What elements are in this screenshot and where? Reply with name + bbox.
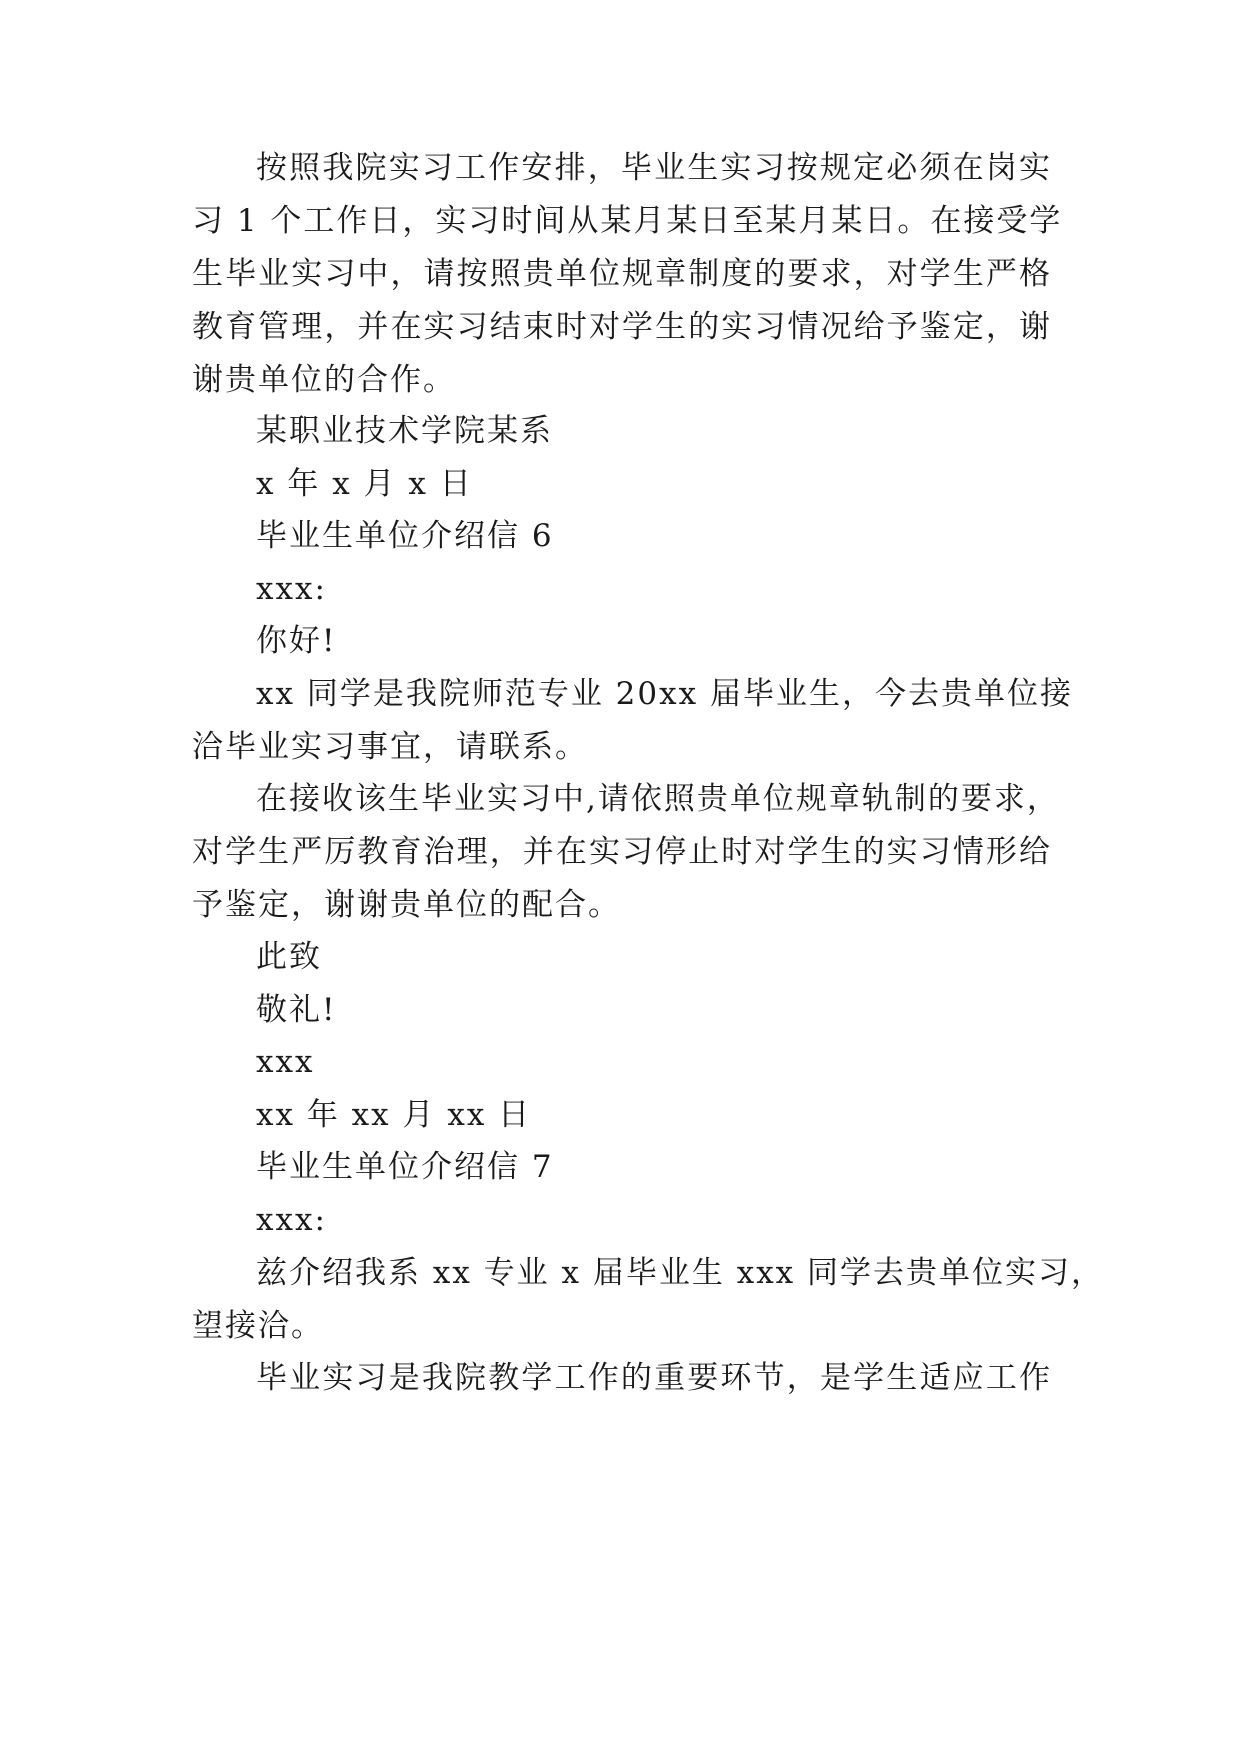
letter-6-salutation: xxx: <box>256 571 327 607</box>
letter-6-closing-2: 敬礼! <box>256 992 337 1028</box>
letter-6-sender: xxx <box>256 1044 315 1080</box>
letter-6-title: 毕业生单位介绍信 6 <box>256 518 554 554</box>
letter-6-para-2-line-3: 予鉴定，谢谢贵单位的配合。 <box>192 887 621 923</box>
letter-7-para-2-line-1: 毕业实习是我院教学工作的重要环节，是学生适应工作 <box>256 1360 1052 1396</box>
letter-6-closing-1: 此致 <box>256 939 322 975</box>
letter-6-para-2-line-2: 对学生严厉教育治理，并在实习停止时对学生的实习情形给 <box>192 834 1052 870</box>
letter-7-para-1-line-2: 望接洽。 <box>192 1308 324 1344</box>
letter-6-para-2-line-1: 在接收该生毕业实习中,请依照贵单位规章轨制的要求， <box>256 781 1060 817</box>
letter-6-greeting: 你好! <box>256 623 337 659</box>
letter-6-para-1-line-2: 洽毕业实习事宜，请联系。 <box>192 729 588 765</box>
paragraph-1-line-5: 谢贵单位的合作。 <box>192 362 456 398</box>
letter-7-title: 毕业生单位介绍信 7 <box>256 1149 554 1185</box>
letter-6-para-1-line-1: xx 同学是我院师范专业 20xx 届毕业生，今去贵单位接 <box>256 676 1073 712</box>
letter-7-para-1-line-1: 兹介绍我系 xx 专业 x 届毕业生 xxx 同学去贵单位实习， <box>256 1255 1105 1291</box>
paragraph-1-line-4: 教育管理，并在实习结束时对学生的实习情况给予鉴定，谢 <box>192 309 1052 345</box>
signature-org: 某职业技术学院某系 <box>256 413 553 449</box>
paragraph-1-line-3: 生毕业实习中，请按照贵单位规章制度的要求，对学生严格 <box>192 256 1052 292</box>
paragraph-1-line-1: 按照我院实习工作安排，毕业生实习按规定必须在岗实 <box>256 150 1052 186</box>
paragraph-1-line-2: 习 1 个工作日，实习时间从某月某日至某月某日。在接受学 <box>192 203 1063 239</box>
letter-7-salutation: xxx: <box>256 1202 327 1238</box>
signature-date: x 年 x 月 x 日 <box>256 466 473 502</box>
letter-6-date: xx 年 xx 月 xx 日 <box>256 1097 532 1133</box>
